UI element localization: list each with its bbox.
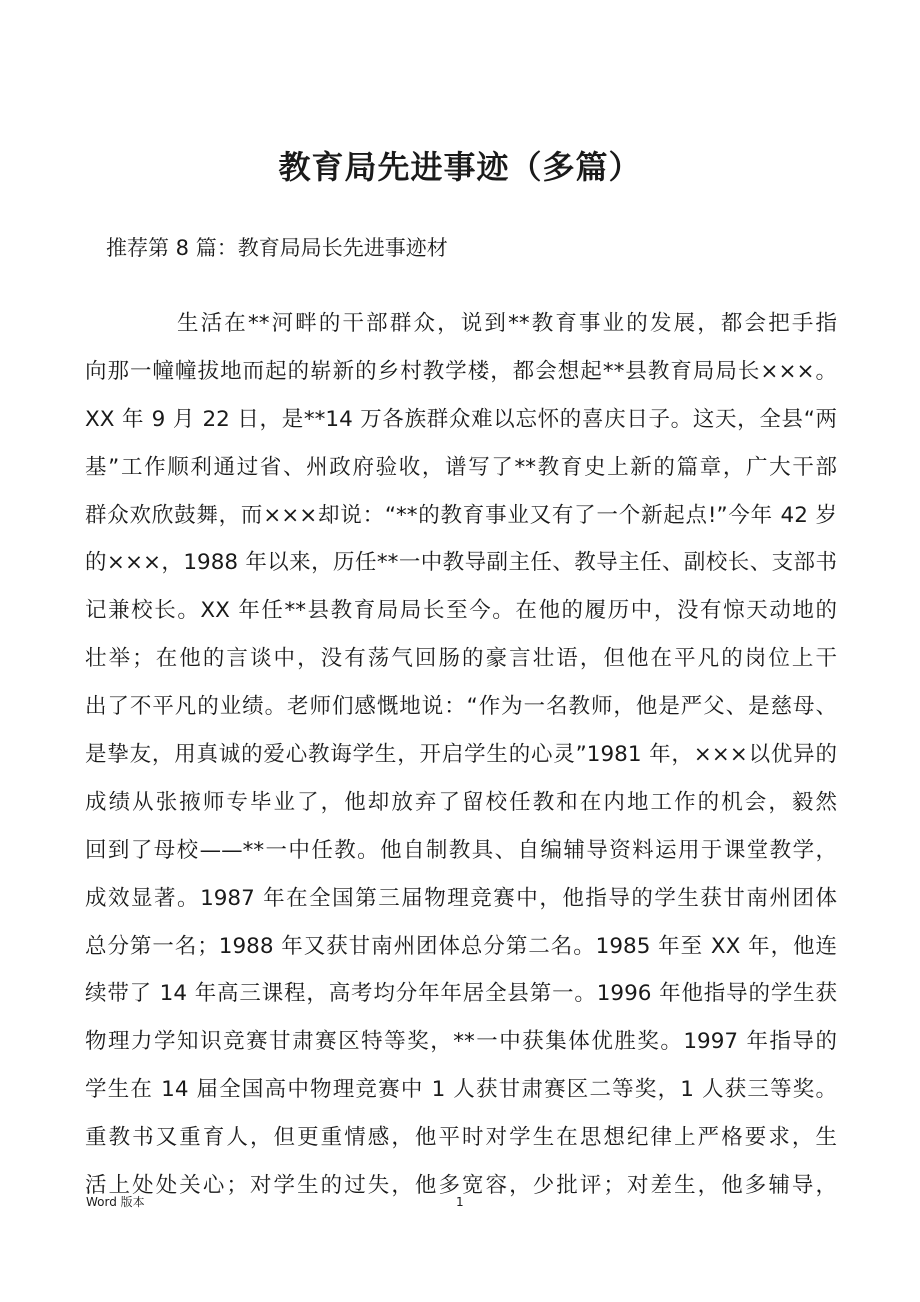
body-line: 物理力学知识竞赛甘肃赛区特等奖，**一中获集体优胜奖。1997 年指导的 <box>85 1029 837 1055</box>
body-line: 续带了 14 年高三课程，高考均分年年居全县第一。1996 年他指导的学生获 <box>85 981 837 1007</box>
body-line: 是挚友，用真诚的爱心教诲学生，开启学生的心灵”1981 年，×××以优异的 <box>85 742 837 768</box>
body-line: 重教书又重育人，但更重情感，他平时对学生在思想纪律上严格要求，生 <box>85 1125 837 1151</box>
body-line: 活上处处关心；对学生的过失，他多宽容，少批评；对差生，他多辅导， <box>85 1173 837 1199</box>
body-line: 总分第一名；1988 年又获甘南州团体总分第二名。1985 年至 XX 年，他连 <box>85 933 837 959</box>
body-line: 群众欢欣鼓舞，而×××却说：“**的教育事业又有了一个新起点!”今年 42 岁 <box>85 502 837 528</box>
page-number: 1 <box>456 1195 464 1209</box>
body-line: 成绩从张掖师专毕业了，他却放弃了留校任教和在内地工作的机会，毅然 <box>85 789 837 815</box>
body-line: 学生在 14 届全国高中物理竞赛中 1 人获甘肃赛区二等奖，1 人获三等奖。 <box>85 1077 837 1103</box>
body-line: 记兼校长。XX 年任**县教育局局长至今。在他的履历中，没有惊天动地的 <box>85 598 837 624</box>
body-line: XX 年 9 月 22 日，是**14 万各族群众难以忘怀的喜庆日子。这天，全县“两 <box>85 406 837 432</box>
subtitle: 推荐第 8 篇：教育局局长先进事迹材 <box>106 236 448 260</box>
body-text <box>85 300 837 1210</box>
footer-version-label: Word 版本 <box>86 1195 145 1209</box>
body-line: 生活在**河畔的干部群众，说到**教育事业的发展，都会把手指 <box>177 311 837 336</box>
body-line: 壮举；在他的言谈中，没有荡气回肠的豪言壮语，但他在平凡的岗位上干 <box>85 646 837 672</box>
body-line: 回到了母校——**一中任教。他自制教具、自编辅导资料运用于课堂教学， <box>85 837 837 863</box>
body-line: 出了不平凡的业绩。老师们感慨地说：“作为一名教师，他是严父、是慈母、 <box>85 694 837 720</box>
body-line: 基”工作顺利通过省、州政府验收，谱写了**教育史上新的篇章，广大干部 <box>85 454 837 480</box>
body-line: 的×××，1988 年以来，历任**一中教导副主任、教导主任、副校长、支部书 <box>85 550 837 576</box>
body-line: 向那一幢幢拔地而起的崭新的乡村教学楼，都会想起**县教育局局长×××。 <box>85 358 837 384</box>
page-title: 教育局先进事迹（多篇） <box>278 148 642 186</box>
body-line: 成效显著。1987 年在全国第三届物理竞赛中，他指导的学生获甘南州团体 <box>85 885 837 911</box>
